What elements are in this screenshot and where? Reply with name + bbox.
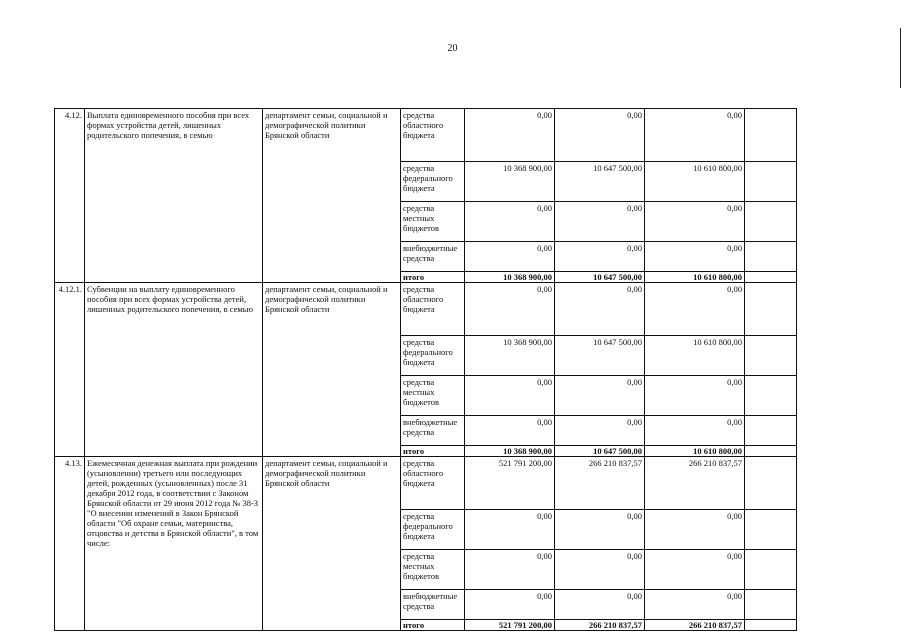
- empty-cell: [745, 272, 797, 283]
- funding-source: средства областного бюджета: [401, 109, 465, 162]
- funding-source: итого: [401, 620, 465, 631]
- funding-source: итого: [401, 446, 465, 457]
- amount-cell: 0,00: [555, 510, 645, 550]
- empty-cell: [745, 283, 797, 336]
- funding-source: внебюджетные средства: [401, 590, 465, 620]
- amount-cell: 266 210 837,57: [555, 457, 645, 510]
- empty-cell: [745, 590, 797, 620]
- funding-source: итого: [401, 272, 465, 283]
- amount-cell: 0,00: [465, 550, 555, 590]
- funding-source: средства местных бюджетов: [401, 550, 465, 590]
- amount-cell: 10 610 800,00: [645, 336, 745, 376]
- amount-cell: 0,00: [645, 242, 745, 272]
- section-name: Субвенции на выплату единовременного пособия при всех формах устройства детей, лишенных родительского попечения, в семью: [85, 283, 263, 457]
- amount-cell: 0,00: [555, 283, 645, 336]
- amount-cell: 0,00: [555, 376, 645, 416]
- amount-cell: 0,00: [465, 416, 555, 446]
- amount-cell: 0,00: [645, 510, 745, 550]
- amount-cell: 10 368 900,00: [465, 162, 555, 202]
- empty-cell: [745, 202, 797, 242]
- funding-source: средства федерального бюджета: [401, 336, 465, 376]
- amount-cell: 0,00: [555, 202, 645, 242]
- amount-cell: 0,00: [465, 109, 555, 162]
- amount-cell: 0,00: [465, 376, 555, 416]
- amount-cell: 10 610 800,00: [645, 162, 745, 202]
- empty-cell: [745, 510, 797, 550]
- budget-table-wrap: [54, 108, 797, 631]
- amount-cell: 0,00: [555, 590, 645, 620]
- scan-edge-mark: [900, 28, 901, 88]
- empty-cell: [745, 446, 797, 457]
- empty-cell: [745, 620, 797, 631]
- amount-cell: 0,00: [645, 590, 745, 620]
- funding-source: средства федерального бюджета: [401, 510, 465, 550]
- amount-cell: 0,00: [645, 416, 745, 446]
- funding-source: средства местных бюджетов: [401, 376, 465, 416]
- section-name: Выплата единовременного пособия при всех формах устройства детей, лишенных родительского попечения, в семью: [85, 109, 263, 283]
- page-number: 20: [447, 43, 458, 54]
- amount-cell: 10 647 500,00: [555, 446, 645, 457]
- amount-cell: 0,00: [465, 510, 555, 550]
- amount-cell: 0,00: [645, 283, 745, 336]
- table-row: [55, 283, 797, 336]
- amount-cell: 0,00: [555, 109, 645, 162]
- amount-cell: 266 210 837,57: [645, 457, 745, 510]
- amount-cell: 266 210 837,57: [645, 620, 745, 631]
- amount-cell: 0,00: [465, 242, 555, 272]
- empty-cell: [745, 109, 797, 162]
- amount-cell: 0,00: [465, 202, 555, 242]
- empty-cell: [745, 376, 797, 416]
- amount-cell: 0,00: [555, 242, 645, 272]
- section-executor: департамент семьи, социальной и демографической политики Брянской области: [263, 457, 401, 631]
- amount-cell: 10 610 800,00: [645, 446, 745, 457]
- empty-cell: [745, 336, 797, 376]
- amount-cell: 10 647 500,00: [555, 162, 645, 202]
- empty-cell: [745, 242, 797, 272]
- amount-cell: 0,00: [645, 109, 745, 162]
- amount-cell: 0,00: [465, 590, 555, 620]
- empty-cell: [745, 550, 797, 590]
- amount-cell: 521 791 200,00: [465, 457, 555, 510]
- section-code: 4.12.1.: [55, 283, 85, 457]
- amount-cell: 0,00: [555, 416, 645, 446]
- amount-cell: 10 368 900,00: [465, 272, 555, 283]
- table-row: [55, 109, 797, 162]
- amount-cell: 10 647 500,00: [555, 336, 645, 376]
- funding-source: внебюджетные средства: [401, 416, 465, 446]
- amount-cell: 0,00: [645, 376, 745, 416]
- section-executor: департамент семьи, социальной и демографической политики Брянской области: [263, 283, 401, 457]
- funding-source: средства местных бюджетов: [401, 202, 465, 242]
- amount-cell: 0,00: [645, 202, 745, 242]
- funding-source: внебюджетные средства: [401, 242, 465, 272]
- empty-cell: [745, 162, 797, 202]
- section-executor: департамент семьи, социальной и демографической политики Брянской области: [263, 109, 401, 283]
- table-row: [55, 457, 797, 510]
- amount-cell: 0,00: [645, 550, 745, 590]
- funding-source: средства областного бюджета: [401, 283, 465, 336]
- amount-cell: 0,00: [555, 550, 645, 590]
- empty-cell: [745, 457, 797, 510]
- section-code: 4.12.: [55, 109, 85, 283]
- amount-cell: 266 210 837,57: [555, 620, 645, 631]
- empty-cell: [745, 416, 797, 446]
- section-name: Ежемесячная денежная выплата при рождении (усыновлении) третьего или последующих детей, рожденных (усыновленных) после 31 декабря 2012 года, в соответствии с Законом Брянской области от 29 июня 2012 года № 38-З "О внесении изменений в Закон Брянской области "Об охране семьи, материнства, отцовства и детства в Брянской области", в том числе:: [85, 457, 263, 631]
- amount-cell: 521 791 200,00: [465, 620, 555, 631]
- amount-cell: 10 368 900,00: [465, 336, 555, 376]
- amount-cell: 10 610 800,00: [645, 272, 745, 283]
- amount-cell: 10 647 500,00: [555, 272, 645, 283]
- funding-source: средства областного бюджета: [401, 457, 465, 510]
- budget-table: [54, 108, 797, 631]
- funding-source: средства федерального бюджета: [401, 162, 465, 202]
- amount-cell: 0,00: [465, 283, 555, 336]
- section-code: 4.13.: [55, 457, 85, 631]
- amount-cell: 10 368 900,00: [465, 446, 555, 457]
